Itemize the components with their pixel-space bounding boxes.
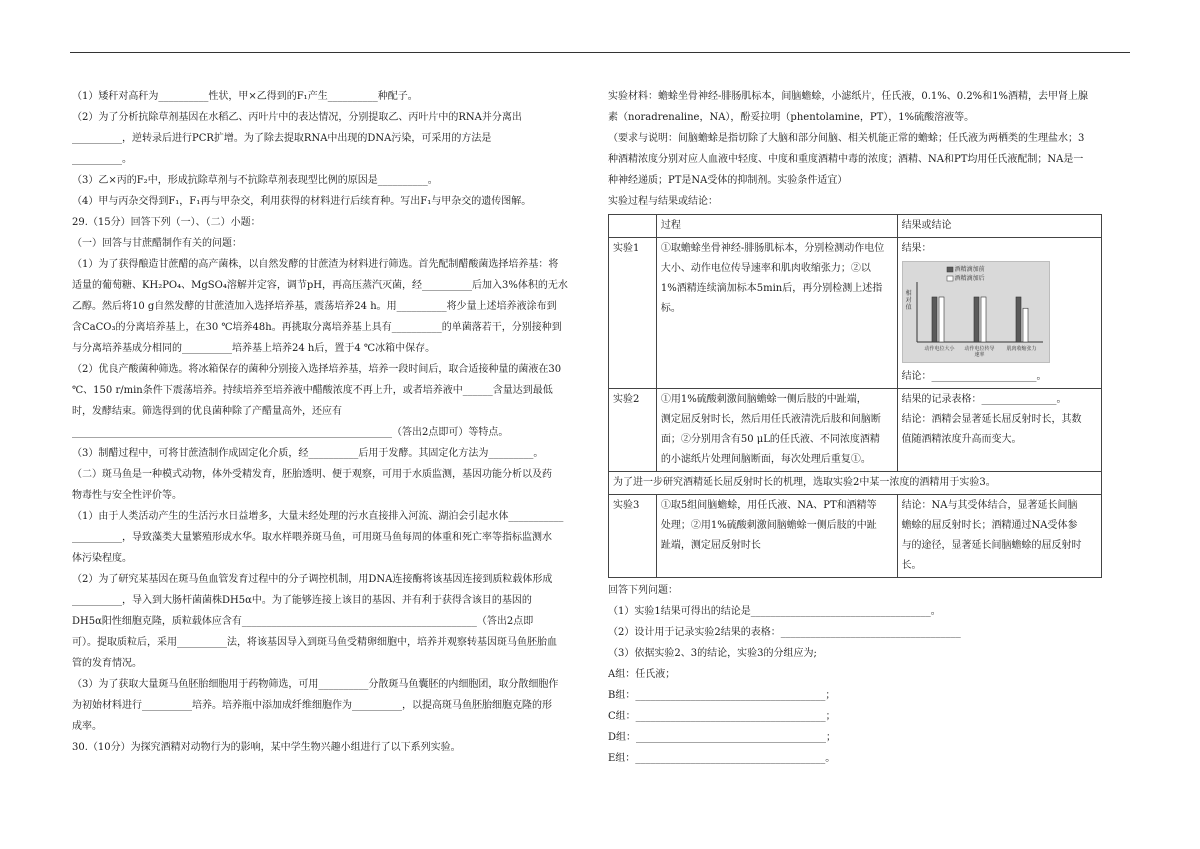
text-line: 为初始材料进行__________培养。培养瓶中添加成纤维细胞作为__________，以提高斑马鱼胚胎细胞克隆的形	[72, 700, 552, 711]
materials-intro	[608, 86, 1126, 212]
text-line: 时，发酵结束。筛选得到的优良菌种除了产醋量高外，还应有	[72, 406, 342, 417]
text-line: ________________________________________________________________（答出2点即可）等特点。	[72, 427, 509, 438]
exp3-process	[656, 495, 897, 578]
exp1-result-label: 结果：	[901, 243, 932, 254]
exp3-result	[897, 495, 1101, 578]
text-line: 体污染程度。	[72, 553, 132, 564]
question-line: （3）依据实验2、3的结论，实验3的分组应为;	[608, 648, 817, 659]
exp1-process-line: 1%酒精连续滴加标本5min后，再分别检测上述指	[660, 283, 883, 294]
exp1-conclusion: 结论：_____________________。	[901, 371, 1047, 382]
bar-after-2	[1023, 308, 1028, 342]
text-line: 适量的葡萄糖、KH₂PO₄、MgSO₄溶解并定容，调节pH，再高压蒸汽灭菌，经__________后加入3%体积的无水	[72, 280, 568, 291]
text-line: （1）矮秆对高秆为__________性状，甲×乙得到的F₁产生__________种配子。	[72, 91, 418, 102]
text-line: __________，导致藻类大量繁殖形成水华。取水样喂养斑马鱼，可用斑马鱼每周的体重和死亡率等指标监测水	[72, 532, 552, 543]
text-line: （2）为了研究某基因在斑马鱼血管发育过程中的分子调控机制，用DNA连接酶将该基因连接到质粒载体形成	[72, 574, 553, 585]
text-line: ℃、150 r/min条件下震荡培养。持续培养至培养液中醋酸浓度不再上升，或者培养液中______含量达到最低	[72, 385, 553, 396]
intro-line: 实验材料：蟾蜍坐骨神经-腓肠肌标本，间脑蟾蜍，小滤纸片，任氏液，0.1%、0.2%和1%酒精，去甲肾上腺	[608, 91, 1089, 102]
bar-after-1	[981, 297, 986, 342]
table-header-row	[609, 215, 1102, 238]
question-line: 回答下列问题：	[608, 585, 678, 596]
text-line: （2）为了分析抗除草剂基因在水稻乙、丙叶片中的表达情况，分别提取乙、丙叶片中的RNA并分离出	[72, 112, 522, 123]
exp2-process-line: ①用1%硫酸刺激间脑蟾蜍一侧后肢的中趾端，	[660, 394, 867, 405]
exp3-label: 实验3	[609, 495, 657, 578]
question-line: （2）设计用于记录实验2结果的表格：____________________________________	[608, 627, 961, 638]
question-line: （1）实验1结果可得出的结论是____________________________________。	[608, 606, 941, 617]
intro-line: 素（noradrenaline，NA），酚妥拉明（phentolamine，PT），1%硫酸溶液等。	[608, 112, 975, 123]
intro-line: 实验过程与结果或结论：	[608, 196, 718, 207]
text-line: __________，逆转录后进行PCR扩增。为了除去提取RNA中出现的DNA污染，可采用的方法是	[72, 133, 492, 144]
bar-before-0	[932, 297, 937, 342]
text-line: （1）为了获得酿造甘蔗醋的高产菌株，以自然发酵的甘蔗渣为材料进行筛选。首先配制醋酸菌选择培养基：将	[72, 259, 559, 270]
table-row-exp3	[609, 495, 1102, 578]
exp3-result-line: 蟾蜍的屈反射时长；酒精通过NA受体参	[901, 520, 1078, 531]
text-line: 与分离培养基成分相同的__________培养基上培养24 h后，置于4 ℃冰箱中保存。	[72, 343, 436, 354]
text-line: 物毒性与安全性评价等。	[72, 490, 182, 501]
text-line: （一）回答与甘蔗醋制作有关的问题：	[72, 238, 242, 249]
text-line: __________，导入到大肠杆菌菌株DH5α中。为了能够连接上该目的基因、并有利于获得含该目的基因的	[72, 595, 532, 606]
bar-before-1	[974, 297, 979, 342]
intro-line: 种神经递质；PT是NA受体的抑制剂。实验条件适宜）	[608, 175, 848, 186]
exp2-result-line: 结论：酒精会显著延长屈反射时长，其数	[901, 414, 1082, 425]
exp3-process-line: 处理；②用1%硫酸刺激间脑蟾蜍一侧后肢的中趾	[660, 520, 877, 531]
experiment-table	[608, 214, 1102, 578]
x-label-ap-size: 动作电位大小	[924, 346, 955, 352]
table-note: 为了进一步研究酒精延长屈反射时长的机理，选取实验2中某一浓度的酒精用于实验3。	[609, 472, 1102, 495]
question-line: A组：任氏液；	[608, 669, 676, 680]
text-line: （4）甲与丙杂交得到F₁，F₁再与甲杂交，利用获得的材料进行后续育种。写出F₁与甲杂交的遗传图解。	[72, 196, 532, 207]
exp2-result-line: 结果的记录表格：_______________。	[901, 394, 1067, 405]
legend-swatch-before	[947, 267, 953, 272]
intro-line: （要求与说明：间脑蟾蜍是指切除了大脑和部分间脑、相关机能正常的蟾蜍；任氏液为两栖类的生理盐水；3	[608, 133, 1085, 144]
exp3-process-line: ①取5组间脑蟾蜍，用任氏液、NA、PT和酒精等	[660, 500, 877, 511]
bar-before-2	[1016, 297, 1021, 342]
question-line: C组：______________________________________；	[608, 711, 836, 722]
text-line: 30.（10分）为探究酒精对动物行为的影响，某中学生物兴趣小组进行了以下系列实验。	[72, 742, 461, 753]
top-rule	[70, 52, 1130, 53]
table-header-blank	[609, 215, 657, 238]
legend-after: 酒精滴加后	[954, 275, 985, 282]
table-row-note	[609, 472, 1102, 495]
table-row-exp1	[609, 238, 1102, 389]
right-column	[608, 86, 1126, 769]
intro-line: 种酒精浓度分别对应人血液中轻度、中度和重度酒精中毒的浓度；酒精、NA和PT均用任氏液配制；NA是一	[608, 154, 1084, 165]
bar-after-0	[939, 297, 944, 342]
text-line: __________。	[72, 154, 132, 165]
question-line: B组：______________________________________；	[608, 690, 836, 701]
text-line: 可）。提取质粒后，采用__________法，将该基因导入到斑马鱼受精卵细胞中，培养并观察转基因斑马鱼胚胎血	[72, 637, 557, 648]
exp1-process	[656, 238, 897, 389]
legend-before: 酒精滴加前	[954, 266, 985, 273]
exp2-result-line: 值随酒精浓度升高而变大。	[901, 434, 1022, 445]
text-line: 29.（15分）回答下列（一）、（二）小题：	[72, 217, 261, 228]
table-header-process: 过程	[656, 215, 897, 238]
text-line: DH5α阳性细胞克隆，质粒载体应含有_______________________________________________（答出2点即	[72, 616, 534, 627]
questions-block	[608, 580, 1126, 769]
exp3-result-line: 结论：NA与其受体结合，显著延长间脑	[901, 500, 1078, 511]
question-line: E组：______________________________________。	[608, 753, 836, 764]
text-line: （1）由于人类活动产生的生活污水日益增多，大量未经处理的污水直接排入河流、湖泊会引起水体___________	[72, 511, 564, 522]
exp2-process-line: 测定屈反射时长，然后用任氏液清洗后肢和间脑断	[660, 414, 881, 425]
text-line: 管的发育情况。	[72, 658, 142, 669]
exp1-process-line: 标。	[660, 303, 681, 314]
exp3-result-line: 与的途径，显著延长间脑蟾蜍的屈反射时	[901, 540, 1082, 551]
x-label-tension: 肌肉收缩张力	[1006, 346, 1037, 352]
exp1-process-line: ①取蟾蜍坐骨神经-腓肠肌标本，分别检测动作电位	[660, 243, 885, 254]
text-line: （3）制醋过程中，可将甘蔗渣制作成固定化介质，经__________后用于发酵。其固定化方法为_________。	[72, 448, 544, 459]
exp1-process-line: 大小、动作电位传导速率和肌肉收缩张力；②以	[660, 263, 871, 274]
text-line: （2）优良产酸菌种筛选。将冰箱保存的菌种分别接入选择培养基，培养一段时间后，取合适接种量的菌液在30	[72, 364, 562, 375]
question-line: D组：______________________________________；	[608, 732, 837, 743]
text-line: （二）斑马鱼是一种模式动物，体外受精发育，胚胎透明、便于观察，可用于水质监测，基因功能分析以及药	[72, 469, 552, 480]
legend-swatch-after	[947, 276, 953, 281]
exp2-process-line: 面；②分别用含有50 μL的任氏液、不同浓度酒精	[660, 434, 880, 445]
text-line: 乙醇。然后将10 g自然发酵的甘蔗渣加入选择培养基，震荡培养24 h。用__________将少量上述培养液涂布到	[72, 301, 557, 312]
exp2-result	[897, 389, 1101, 472]
exp3-result-line: 长。	[901, 560, 922, 571]
exp1-label: 实验1	[609, 238, 657, 389]
exp1-bar-chart	[902, 261, 1050, 363]
exp2-process	[656, 389, 897, 472]
exp2-process-line: 的小滤纸片处理间脑断面，每次处理后重复①。	[660, 454, 871, 465]
text-line: （3）为了获取大量斑马鱼胚胎细胞用于药物筛选，可用__________分散斑马鱼囊胚的内细胞团，取分散细胞作	[72, 679, 559, 690]
text-line: 含CaCO₃的分离培养基上，在30 ℃培养48h。再挑取分离培养基上具有__________的单菌落若干，分别接种到	[72, 322, 562, 333]
text-line: （3）乙×丙的F₂中，形成抗除草剂与不抗除草剂表现型比例的原因是__________。	[72, 175, 438, 186]
left-column	[72, 86, 592, 758]
exp1-result	[897, 238, 1101, 389]
table-header-result: 结果或结论	[897, 215, 1101, 238]
exp3-process-line: 趾端，测定屈反射时长	[660, 540, 761, 551]
text-line: 成率。	[72, 721, 102, 732]
table-row-exp2	[609, 389, 1102, 472]
x-label-ap-speed: 动作电位传导速率	[964, 346, 995, 358]
exp2-label: 实验2	[609, 389, 657, 472]
chart-y-label: 相对值	[905, 290, 912, 311]
